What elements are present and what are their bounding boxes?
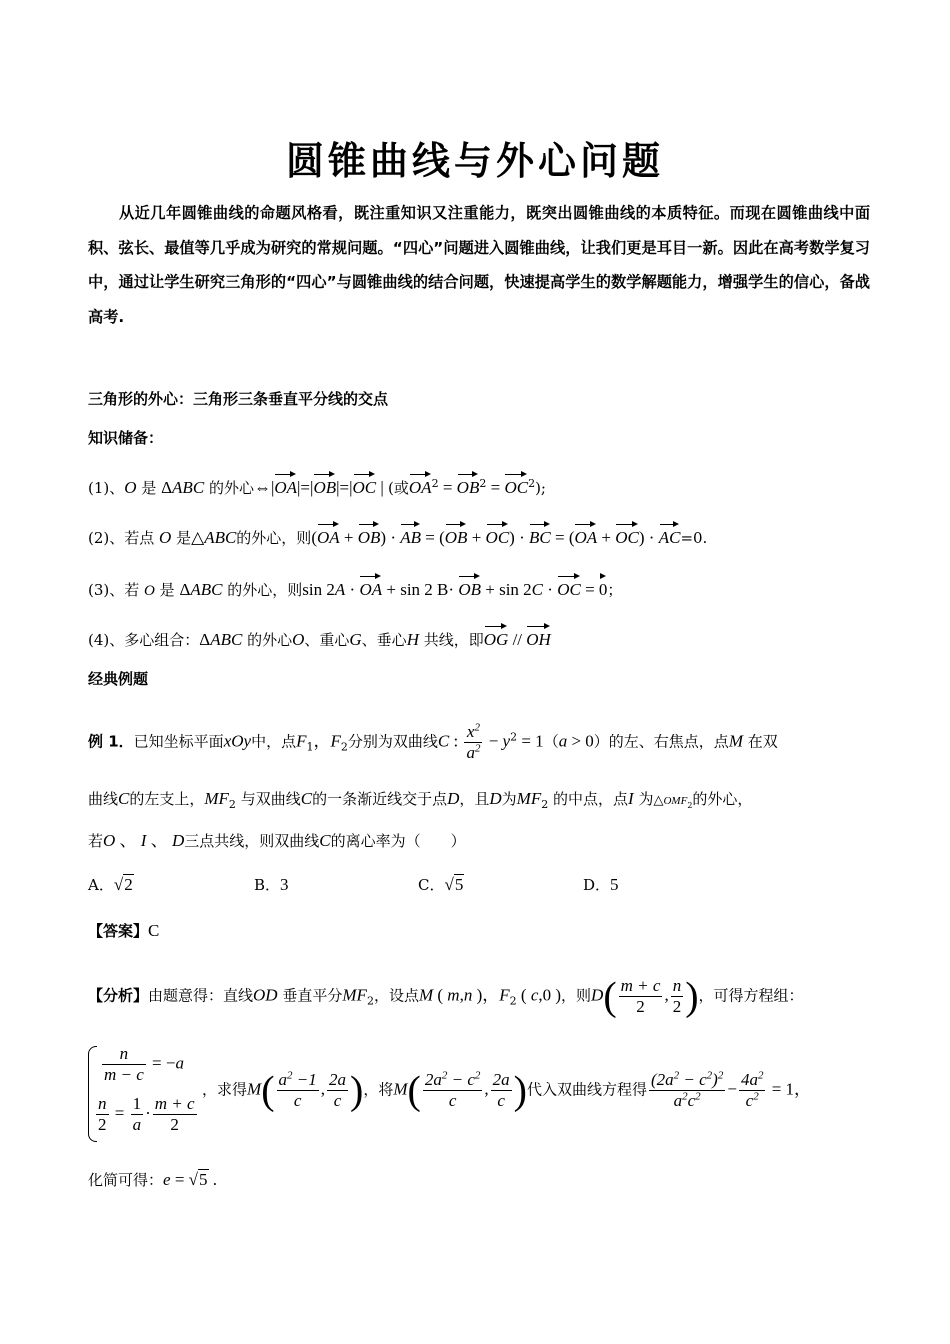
answer-line: 【答案】C [88,921,160,940]
example-1-line-3: 若O 、 I 、 D三点共线，则双曲线C的离心率为（ ） [88,831,466,850]
definition-heading: 三角形的外心：三角形三条垂直平分线的交点 [88,390,389,408]
knowledge-item-1: (1)、O 是 ΔABC 的外心⇔|OA|=|OB|=|OC | (或$OA^2 = OB^2 = OC^2$); [88,472,546,500]
examples-heading: 经典例题 [88,670,149,688]
example-1-line-1: 例 1．已知坐标平面xOy中，点$F_1$，$F_2$分别为双曲线C : $\frac{x^2}{a^2}$ − $y^2 = 1(a > 0)$的左、右焦点，点M 在双 [88,721,778,762]
option-a[interactable]: A．√2 [88,875,133,894]
analysis-line-1: 【分析】由题意得：直线OD 垂直平分$MF_2$，设点M ( m,n )，$F_2$ ( c,0 )，则D( $\frac{m + c}{2}$ , $\frac{n}{2}$ )，可得方程组： [88,973,804,1019]
page-title: 圆锥曲线与外心问题 [285,139,664,183]
knowledge-heading: 知识储备： [88,429,164,447]
answer-options [88,873,648,901]
analysis-conclusion: 化简可得：e = √5 . [88,1170,217,1189]
knowledge-item-2: (2)、若点 O 是△ABC的外心，则(OA + OB) · AB = (OB + OC) · BC = (OA + OC) · AC=0. [88,522,707,550]
option-b[interactable]: B．3 [254,875,289,894]
option-c[interactable]: C．√5 [418,875,464,894]
knowledge-item-4: (4)、多心组合：ΔABC 的外心O、重心G、垂心H 共线，即OG // OH [88,624,551,652]
knowledge-item-3: (3)、若 O 是 ΔABC 的外心，则sin 2A · OA + sin 2 B· OB + sin 2C · OC = 0； [88,574,622,603]
equation-1: $\frac{n}{m - c}$ = −a [104,1044,184,1084]
intro-paragraph: 从近几年圆锥曲线的命题风格看，既注重知识又注重能力，既突出圆锥曲线的本质特征。而现在圆锥曲线中面积、弦长、最值等几乎成为研究的常规问题。“四心”问题进入圆锥曲线，让我们更是耳目一新。因此在高考数学复习中，通过让学生研究三角形的“四心”与圆锥曲线的结合问题，快速提高学生的数学解题能力，增强学生的信心，备战高考. [88,204,870,326]
equation-2: $\frac{n}{2}$ = $\frac{1}{a}$ · $\frac{m + c}{2}$ [98,1094,195,1134]
option-d[interactable]: D．5 [583,875,619,894]
example-1-line-2: 曲线C的左支上，$MF_2$ 与双曲线C的一条渐近线交于点D，且D为$MF_2$ 的中点，点I 为$\triangle OMF_2$的外心， [88,789,753,811]
analysis-line-2: ，求得M( $\frac{a^2 -1}{c}$ , $\frac{2a}{c}$ )，将M( $\frac{2a^2 - c^2}{c}$ , $\frac{2a}{c}$ )代入双曲线方程得 $\frac{(2a^2 - c^2)^2}{a^2c^2}$ − $\frac{4a^2}{c^2}$ = 1， [202,1067,812,1113]
